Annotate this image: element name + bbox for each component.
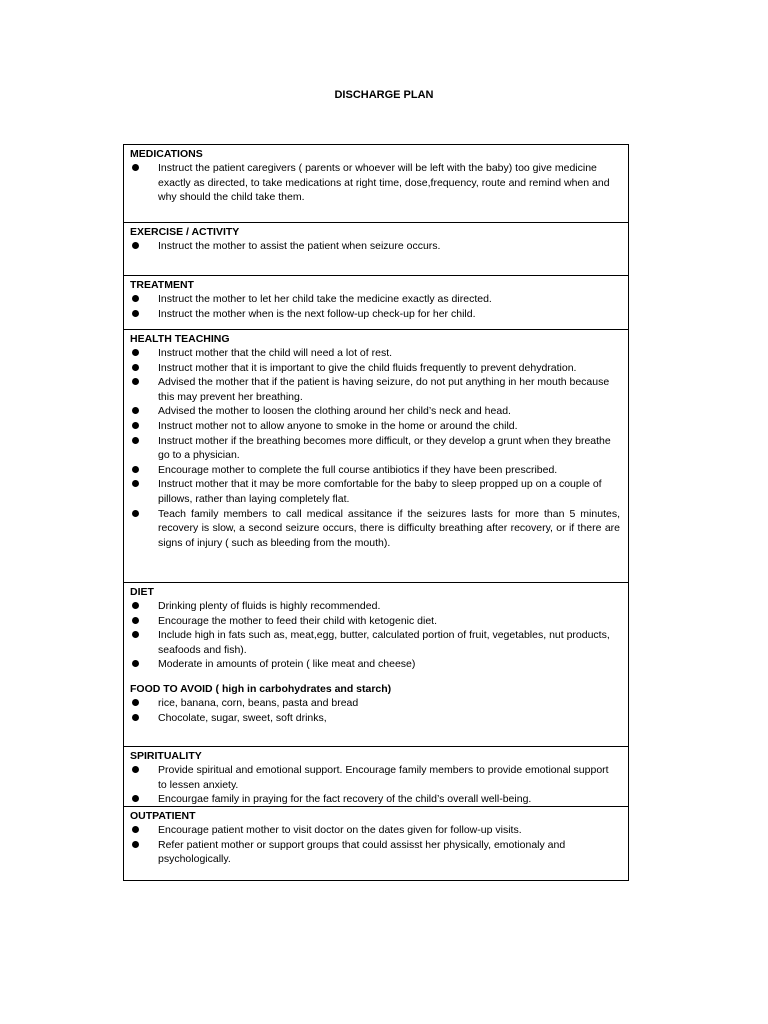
item-list <box>130 763 620 807</box>
bullet-icon <box>132 480 139 487</box>
list-item <box>130 161 620 205</box>
bullet-icon <box>132 407 139 414</box>
item-text: Provide spiritual and emotional support. Encourage family members to provide emotional support to lessen anxiety. <box>158 764 609 791</box>
item-text: Chocolate, sugar, sweet, soft drinks, <box>158 711 327 724</box>
section-spirituality <box>124 746 628 806</box>
item-text: Instruct the mother when is the next follow-up check-up for her child. <box>158 307 476 320</box>
item-text: Encourage patient mother to visit doctor on the dates given for follow-up visits. <box>158 824 522 836</box>
item-text: Instruct mother that it may be more comfortable for the baby to sleep propped up on a couple of pillows, rather than laying completely flat. <box>158 478 602 505</box>
discharge-plan-table <box>123 144 629 881</box>
list-item <box>130 434 620 463</box>
item-text: rice, banana, corn, beans, pasta and bread <box>158 696 359 709</box>
section-title: SPIRITUALITY <box>130 750 202 762</box>
bullet-icon <box>132 617 139 624</box>
item-text: Include high in fats such as, meat,egg, butter, calculated portion of fruit, vegetables, nut products, seafoods and fish). <box>158 629 610 656</box>
bullet-icon <box>132 510 139 517</box>
food-to-avoid-heading: FOOD TO AVOID ( high in carbohydrates and starch) <box>130 682 392 695</box>
document-title: DISCHARGE PLAN <box>334 89 434 101</box>
item-text: Advised the mother to loosen the clothing around her child’s neck and head. <box>158 405 511 418</box>
section-title: HEALTH TEACHING <box>130 333 230 345</box>
item-text: Instruct the patient caregivers ( parents or whoever will be left with the baby) too give medicine exactly as directed, to take medications at right time, dose,frequency, route and remind when and why should the child take them. <box>158 162 610 204</box>
avoid-list <box>130 696 620 725</box>
item-text: Encourage mother to complete the full course antibiotics if they have been prescribed. <box>158 463 558 476</box>
bullet-icon <box>132 841 139 848</box>
bullet-icon <box>132 602 139 609</box>
bullet-icon <box>132 631 139 638</box>
item-text: Instruct mother that the child will need a lot of rest. <box>158 347 393 359</box>
bullet-icon <box>132 766 139 773</box>
item-list <box>130 292 620 321</box>
list-item <box>130 823 620 838</box>
item-list <box>130 599 620 672</box>
item-text: Encourgae family in praying for the fact recovery of the child’s overall well-being. <box>158 793 532 806</box>
list-item <box>130 292 620 307</box>
bullet-icon <box>132 349 139 356</box>
list-item <box>130 346 620 361</box>
list-item <box>130 599 620 614</box>
section-treatment <box>124 275 628 329</box>
list-item <box>130 792 620 807</box>
list-item <box>130 419 620 434</box>
item-text: Refer patient mother or support groups that could assisst her physically, emotionaly and psychologically. <box>158 838 566 866</box>
list-item <box>130 375 620 404</box>
section-title: EXERCISE / ACTIVITY <box>130 226 240 238</box>
item-text: Drinking plenty of fluids is highly recommended. <box>158 600 381 612</box>
bullet-icon <box>132 795 139 802</box>
list-item <box>130 657 620 672</box>
bullet-icon <box>132 660 139 667</box>
section-outpatient <box>124 806 628 880</box>
bullet-icon <box>132 364 139 371</box>
list-item <box>130 838 620 867</box>
list-item <box>130 361 620 376</box>
list-item <box>130 477 620 506</box>
list-item <box>130 614 620 629</box>
item-text: Moderate in amounts of protein ( like meat and cheese) <box>158 658 416 671</box>
list-item <box>130 628 620 657</box>
item-list <box>130 239 620 254</box>
bullet-icon <box>132 242 139 249</box>
bullet-icon <box>132 378 139 385</box>
list-item <box>130 404 620 419</box>
list-item <box>130 239 620 254</box>
item-text: Advised the mother that if the patient is having seizure, do not put anything in her mouth because this may prevent her breathing. <box>158 376 610 403</box>
bullet-icon <box>132 714 139 721</box>
section-title: DIET <box>130 586 154 598</box>
bullet-icon <box>132 310 139 317</box>
list-item <box>130 696 620 711</box>
item-text: Instruct mother if the breathing becomes more difficult, or they develop a grunt when they breathe go to a physician. <box>158 434 611 462</box>
bullet-icon <box>132 466 139 473</box>
item-list <box>130 823 620 867</box>
section-title: OUTPATIENT <box>130 810 196 822</box>
section-medications <box>124 145 628 222</box>
section-health-teaching <box>124 329 628 582</box>
item-text: Encourage the mother to feed their child with ketogenic diet. <box>158 614 437 627</box>
list-item <box>130 763 620 792</box>
item-text: Instruct the mother to assist the patient when seizure occurs. <box>158 240 441 252</box>
bullet-icon <box>132 422 139 429</box>
section-diet <box>124 582 628 746</box>
item-list <box>130 161 620 205</box>
section-exercise-activity <box>124 222 628 275</box>
list-item <box>130 307 620 322</box>
item-text: Instruct the mother to let her child take the medicine exactly as directed. <box>158 293 492 305</box>
bullet-icon <box>132 295 139 302</box>
bullet-icon <box>132 437 139 444</box>
item-text: Teach family members to call medical assitance if the seizures lasts for more than 5 minutes, recovery is slow, a second seizure occurs, there is difficulty breathing after recovery, or if there are signs of injury ( such as bleeding from the mouth). <box>158 507 620 549</box>
bullet-icon <box>132 164 139 171</box>
list-item <box>130 463 620 478</box>
item-list <box>130 346 620 550</box>
item-text: Instruct mother not to allow anyone to smoke in the home or around the child. <box>158 419 518 432</box>
bullet-icon <box>132 826 139 833</box>
item-text: Instruct mother that it is important to give the child fluids frequently to prevent dehydration. <box>158 361 577 374</box>
bullet-icon <box>132 699 139 706</box>
section-title: MEDICATIONS <box>130 148 203 160</box>
list-item <box>130 507 620 551</box>
section-title: TREATMENT <box>130 279 194 291</box>
list-item <box>130 711 620 726</box>
